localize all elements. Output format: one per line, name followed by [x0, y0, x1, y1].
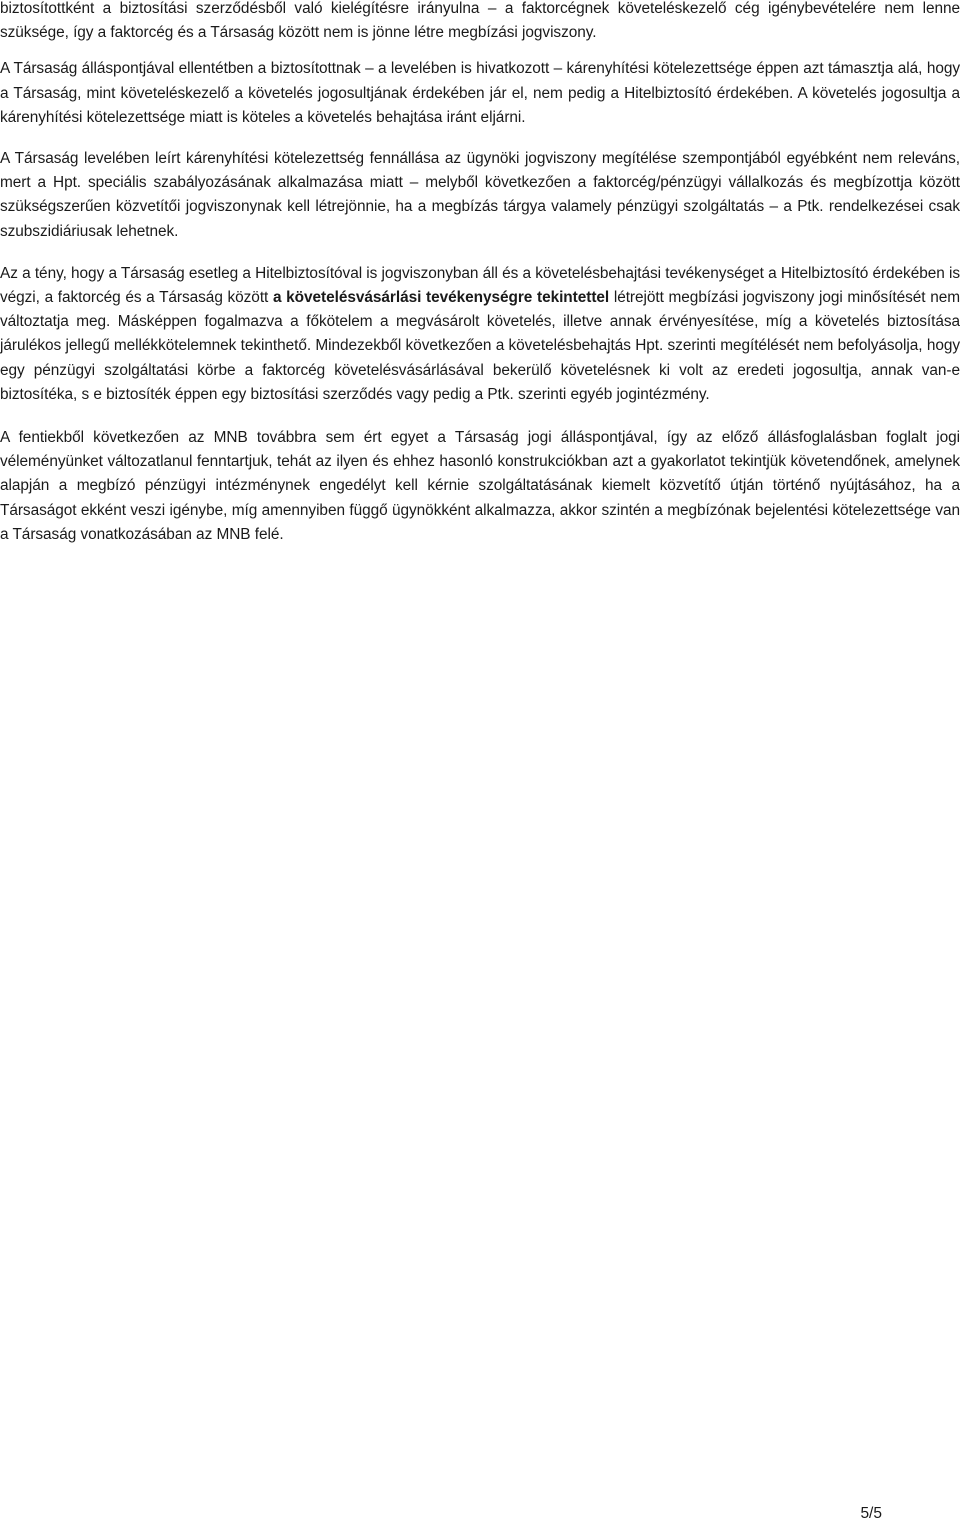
- page-number: 5/5: [860, 1505, 882, 1522]
- paragraph-5-text: A fentiekből következően az MNB továbbra sem ért egyet a Társaság jogi álláspontjával, így az előző állásfoglalásban foglalt jogi véleményünket változatlanul fenntartjuk, tehát az ilyen és ehhez hasonló konstrukciókban azt a gyakorlatot tekintjük követendőnek, amelynek alapján a megbízó pénzügyi intézménynek engedélyt kell kérnie szolgáltatásának kiemelt közvetítő útján történő nyújtásához, ha a Társaságot ekként veszi igénybe, míg amennyiben függő ügynökként alkalmazza, akkor szintén a megbízónak bejelentési kötelezettsége van a Társaság vonatkozásában az MNB felé.: [0, 429, 960, 543]
- paragraph-4-text-b: létrejött megbízási jogviszony jogi minősítését nem változtatja meg. Másképpen fogalmazva a főkötelem a megvásárolt követelés, illetve annak érvényesítése, míg a követelés biztosítása járulékos jellegű mellékkötelemnek tekinthető. Mindezekből következően a követelésbehajtás Hpt. szerinti megítélését nem befolyásolja, hogy egy pénzügyi szolgáltatási körbe a faktorcég követelésvásárlásával bekerülő követelésnek ki volt az eredeti jogosultja, annak van-e biztosítéka, s e biztosíték éppen egy biztosítási szerződés vagy pedig a Ptk. szerinti egyéb jogintézmény.: [0, 289, 960, 403]
- paragraph-2-text: A Társaság álláspontjával ellentétben a biztosítottnak – a levelében is hivatkozott – kárenyhítési kötelezettsége éppen azt támasztja alá, hogy a Társaság, mint követeléskezelő a követelés jogosultjának érdekében jár el, nem pedig a Hitelbiztosító érdekében. A követelés jogosultja a kárenyhítési kötelezettsége miatt is köteles a követelés behajtása iránt eljárni.: [0, 60, 960, 126]
- paragraph-4: [0, 262, 960, 407]
- document-body: [0, 0, 960, 547]
- paragraph-1: [0, 0, 960, 45]
- paragraph-5: [0, 426, 960, 547]
- paragraph-4-bold-phrase: a követelésvásárlási tevékenységre tekintettel: [272, 289, 610, 307]
- paragraph-3: [0, 147, 960, 244]
- paragraph-2: [0, 57, 960, 130]
- paragraph-1-text: biztosítottként a biztosítási szerződésből való kielégítésre irányulna – a faktorcégnek követeléskezelő cég igénybevételére nem lenne szüksége, így a faktorcég és a Társaság között nem is jönne létre megbízási jogviszony.: [0, 0, 960, 42]
- paragraph-3-text: A Társaság levelében leírt kárenyhítési kötelezettség fennállása az ügynöki jogviszony megítélése szempontjából egyébként nem releváns, mert a Hpt. speciális szabályozásának alkalmazása miatt – melyből következően a faktorcég/pénzügyi vállalkozás és megbízottja között szükségszerűen közvetítői jogviszonynak kell létrejönnie, ha a megbízás tárgya valamely pénzügyi szolgáltatás – a Ptk. rendelkezései csak szubszidiáriusak lehetnek.: [0, 150, 960, 240]
- paragraph-4-text-a: Az a tény, hogy a Társaság esetleg a Hitelbiztosítóval is jogviszonyban áll és a követelésbehajtási tevékenységet a Hitelbiztosító érdekében is végzi, a faktorcég és a Társaság között: [0, 264, 960, 307]
